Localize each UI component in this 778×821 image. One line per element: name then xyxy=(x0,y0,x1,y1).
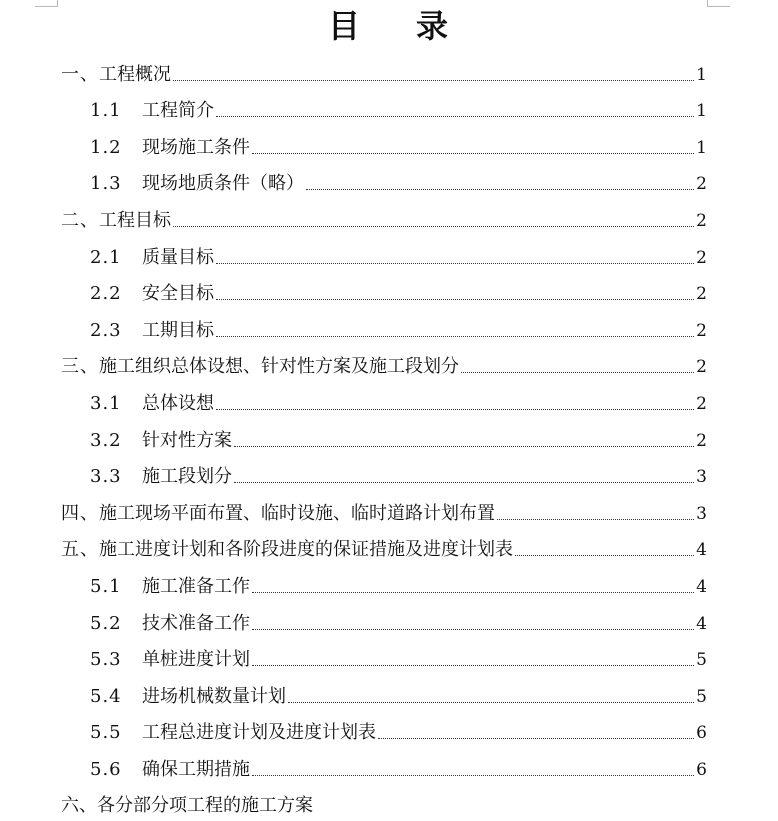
toc-entry[interactable] xyxy=(61,785,707,821)
toc-entry-title: 工程总进度计划及进度计划表 xyxy=(142,722,376,744)
table-of-contents xyxy=(61,53,707,821)
toc-entry-number: 1.3 xyxy=(90,173,122,195)
toc-entry-page: 1 xyxy=(696,137,707,158)
toc-entry-number: 5.1 xyxy=(90,575,122,597)
toc-entry-title: 施工进度计划和各阶段进度的保证措施及进度计划表 xyxy=(99,539,513,561)
toc-entry-page: 3 xyxy=(696,503,707,524)
toc-entry-title: 现场地质条件（略） xyxy=(142,173,304,195)
toc-dot-leader xyxy=(252,629,694,630)
toc-entry[interactable] xyxy=(61,90,707,127)
toc-dot-leader xyxy=(461,372,694,373)
toc-entry-title: 施工组织总体设想、针对性方案及施工段划分 xyxy=(99,356,459,378)
toc-entry-number: 1.1 xyxy=(90,100,122,122)
toc-dot-leader xyxy=(234,446,694,447)
toc-entry-page: 2 xyxy=(696,393,707,414)
toc-entry-title: 工程简介 xyxy=(142,100,214,122)
toc-entry-title: 现场施工条件 xyxy=(142,136,250,158)
toc-entry-title: 施工现场平面布置、临时设施、临时道路计划布置 xyxy=(99,502,495,524)
toc-entry-number: 2.2 xyxy=(90,283,122,305)
toc-dot-leader xyxy=(515,555,694,556)
toc-entry-page: 4 xyxy=(696,576,707,597)
toc-entry-number: 3.2 xyxy=(90,429,122,451)
toc-entry-number: 五、 xyxy=(61,539,99,561)
toc-entry[interactable] xyxy=(61,126,707,163)
toc-entry-number: 二、 xyxy=(61,209,99,231)
toc-entry-title: 施工准备工作 xyxy=(142,575,250,597)
toc-entry-page: 2 xyxy=(696,320,707,341)
toc-dot-leader xyxy=(216,263,694,264)
toc-entry-number: 2.3 xyxy=(90,319,122,341)
toc-entry-title: 各分部分项工程的施工方案 xyxy=(97,795,313,817)
toc-entry-title: 针对性方案 xyxy=(142,429,232,451)
toc-entry[interactable] xyxy=(61,419,707,456)
toc-entry-title: 施工段划分 xyxy=(142,466,232,488)
toc-entry-title: 单桩进度计划 xyxy=(142,649,250,671)
toc-dot-leader xyxy=(252,153,694,154)
toc-entry-page: 2 xyxy=(696,284,707,305)
toc-entry[interactable] xyxy=(61,382,707,419)
toc-entry-title: 质量目标 xyxy=(142,246,214,268)
toc-entry-number: 六、 xyxy=(61,795,97,817)
toc-entry-number: 一、 xyxy=(61,63,99,85)
toc-entry-title: 安全目标 xyxy=(142,283,214,305)
toc-entry-page: 4 xyxy=(696,613,707,634)
toc-entry-title: 确保工期措施 xyxy=(142,758,250,780)
toc-entry[interactable] xyxy=(61,639,707,676)
toc-entry[interactable] xyxy=(61,748,707,785)
toc-dot-leader xyxy=(216,336,694,337)
toc-entry-page: 5 xyxy=(696,650,707,671)
toc-dot-leader xyxy=(216,116,694,117)
toc-entry-page: 1 xyxy=(696,64,707,85)
toc-entry-number: 5.3 xyxy=(90,649,122,671)
toc-entry[interactable] xyxy=(61,456,707,493)
toc-dot-leader xyxy=(378,738,694,739)
toc-entry-number: 5.6 xyxy=(90,758,122,780)
toc-entry[interactable] xyxy=(61,163,707,200)
toc-dot-leader xyxy=(252,592,694,593)
toc-entry-page: 2 xyxy=(696,210,707,231)
toc-dot-leader xyxy=(288,702,694,703)
toc-entry-page: 2 xyxy=(696,247,707,268)
toc-entry-number: 3.1 xyxy=(90,392,122,414)
title-char-1: 目 xyxy=(327,7,362,45)
toc-entry-page: 5 xyxy=(696,686,707,707)
toc-entry-page: 4 xyxy=(696,540,707,561)
toc-entry-title: 总体设想 xyxy=(142,392,214,414)
toc-dot-leader xyxy=(252,775,694,776)
toc-entry[interactable] xyxy=(61,346,707,383)
toc-entry-title: 进场机械数量计划 xyxy=(142,685,286,707)
toc-entry-number: 三、 xyxy=(61,356,99,378)
toc-entry[interactable] xyxy=(61,529,707,566)
toc-entry[interactable] xyxy=(61,492,707,529)
toc-dot-leader xyxy=(216,299,694,300)
toc-entry-page: 2 xyxy=(696,174,707,195)
toc-entry-title: 工程概况 xyxy=(99,63,171,85)
toc-entry-title: 工程目标 xyxy=(99,209,171,231)
toc-entry-page: 2 xyxy=(696,357,707,378)
toc-dot-leader xyxy=(234,482,694,483)
page-title xyxy=(0,4,778,48)
toc-dot-leader xyxy=(252,665,694,666)
toc-entry-title: 工期目标 xyxy=(142,319,214,341)
toc-entry-number: 四、 xyxy=(61,502,99,524)
toc-entry-page: 6 xyxy=(696,723,707,744)
toc-entry-number: 3.3 xyxy=(90,466,122,488)
toc-entry-number: 1.2 xyxy=(90,136,122,158)
toc-entry[interactable] xyxy=(61,675,707,712)
toc-entry-number: 5.4 xyxy=(90,685,122,707)
toc-dot-leader xyxy=(497,519,694,520)
toc-entry[interactable] xyxy=(61,53,707,90)
toc-dot-leader xyxy=(173,80,694,81)
toc-entry-page: 3 xyxy=(696,467,707,488)
title-char-2: 录 xyxy=(416,7,451,45)
toc-dot-leader xyxy=(216,409,694,410)
toc-entry[interactable] xyxy=(61,602,707,639)
toc-entry[interactable] xyxy=(61,199,707,236)
toc-entry[interactable] xyxy=(61,565,707,602)
toc-dot-leader xyxy=(306,189,694,190)
toc-entry-number: 2.1 xyxy=(90,246,122,268)
toc-entry[interactable] xyxy=(61,712,707,749)
toc-entry-page: 1 xyxy=(696,101,707,122)
toc-entry-title: 技术准备工作 xyxy=(142,612,250,634)
toc-entry-page: 2 xyxy=(696,430,707,451)
toc-entry[interactable] xyxy=(61,309,707,346)
toc-entry-number: 5.5 xyxy=(90,722,122,744)
toc-dot-leader xyxy=(173,226,694,227)
toc-entry[interactable] xyxy=(61,273,707,310)
toc-entry-page: 6 xyxy=(696,759,707,780)
toc-entry-number: 5.2 xyxy=(90,612,122,634)
toc-entry[interactable] xyxy=(61,236,707,273)
